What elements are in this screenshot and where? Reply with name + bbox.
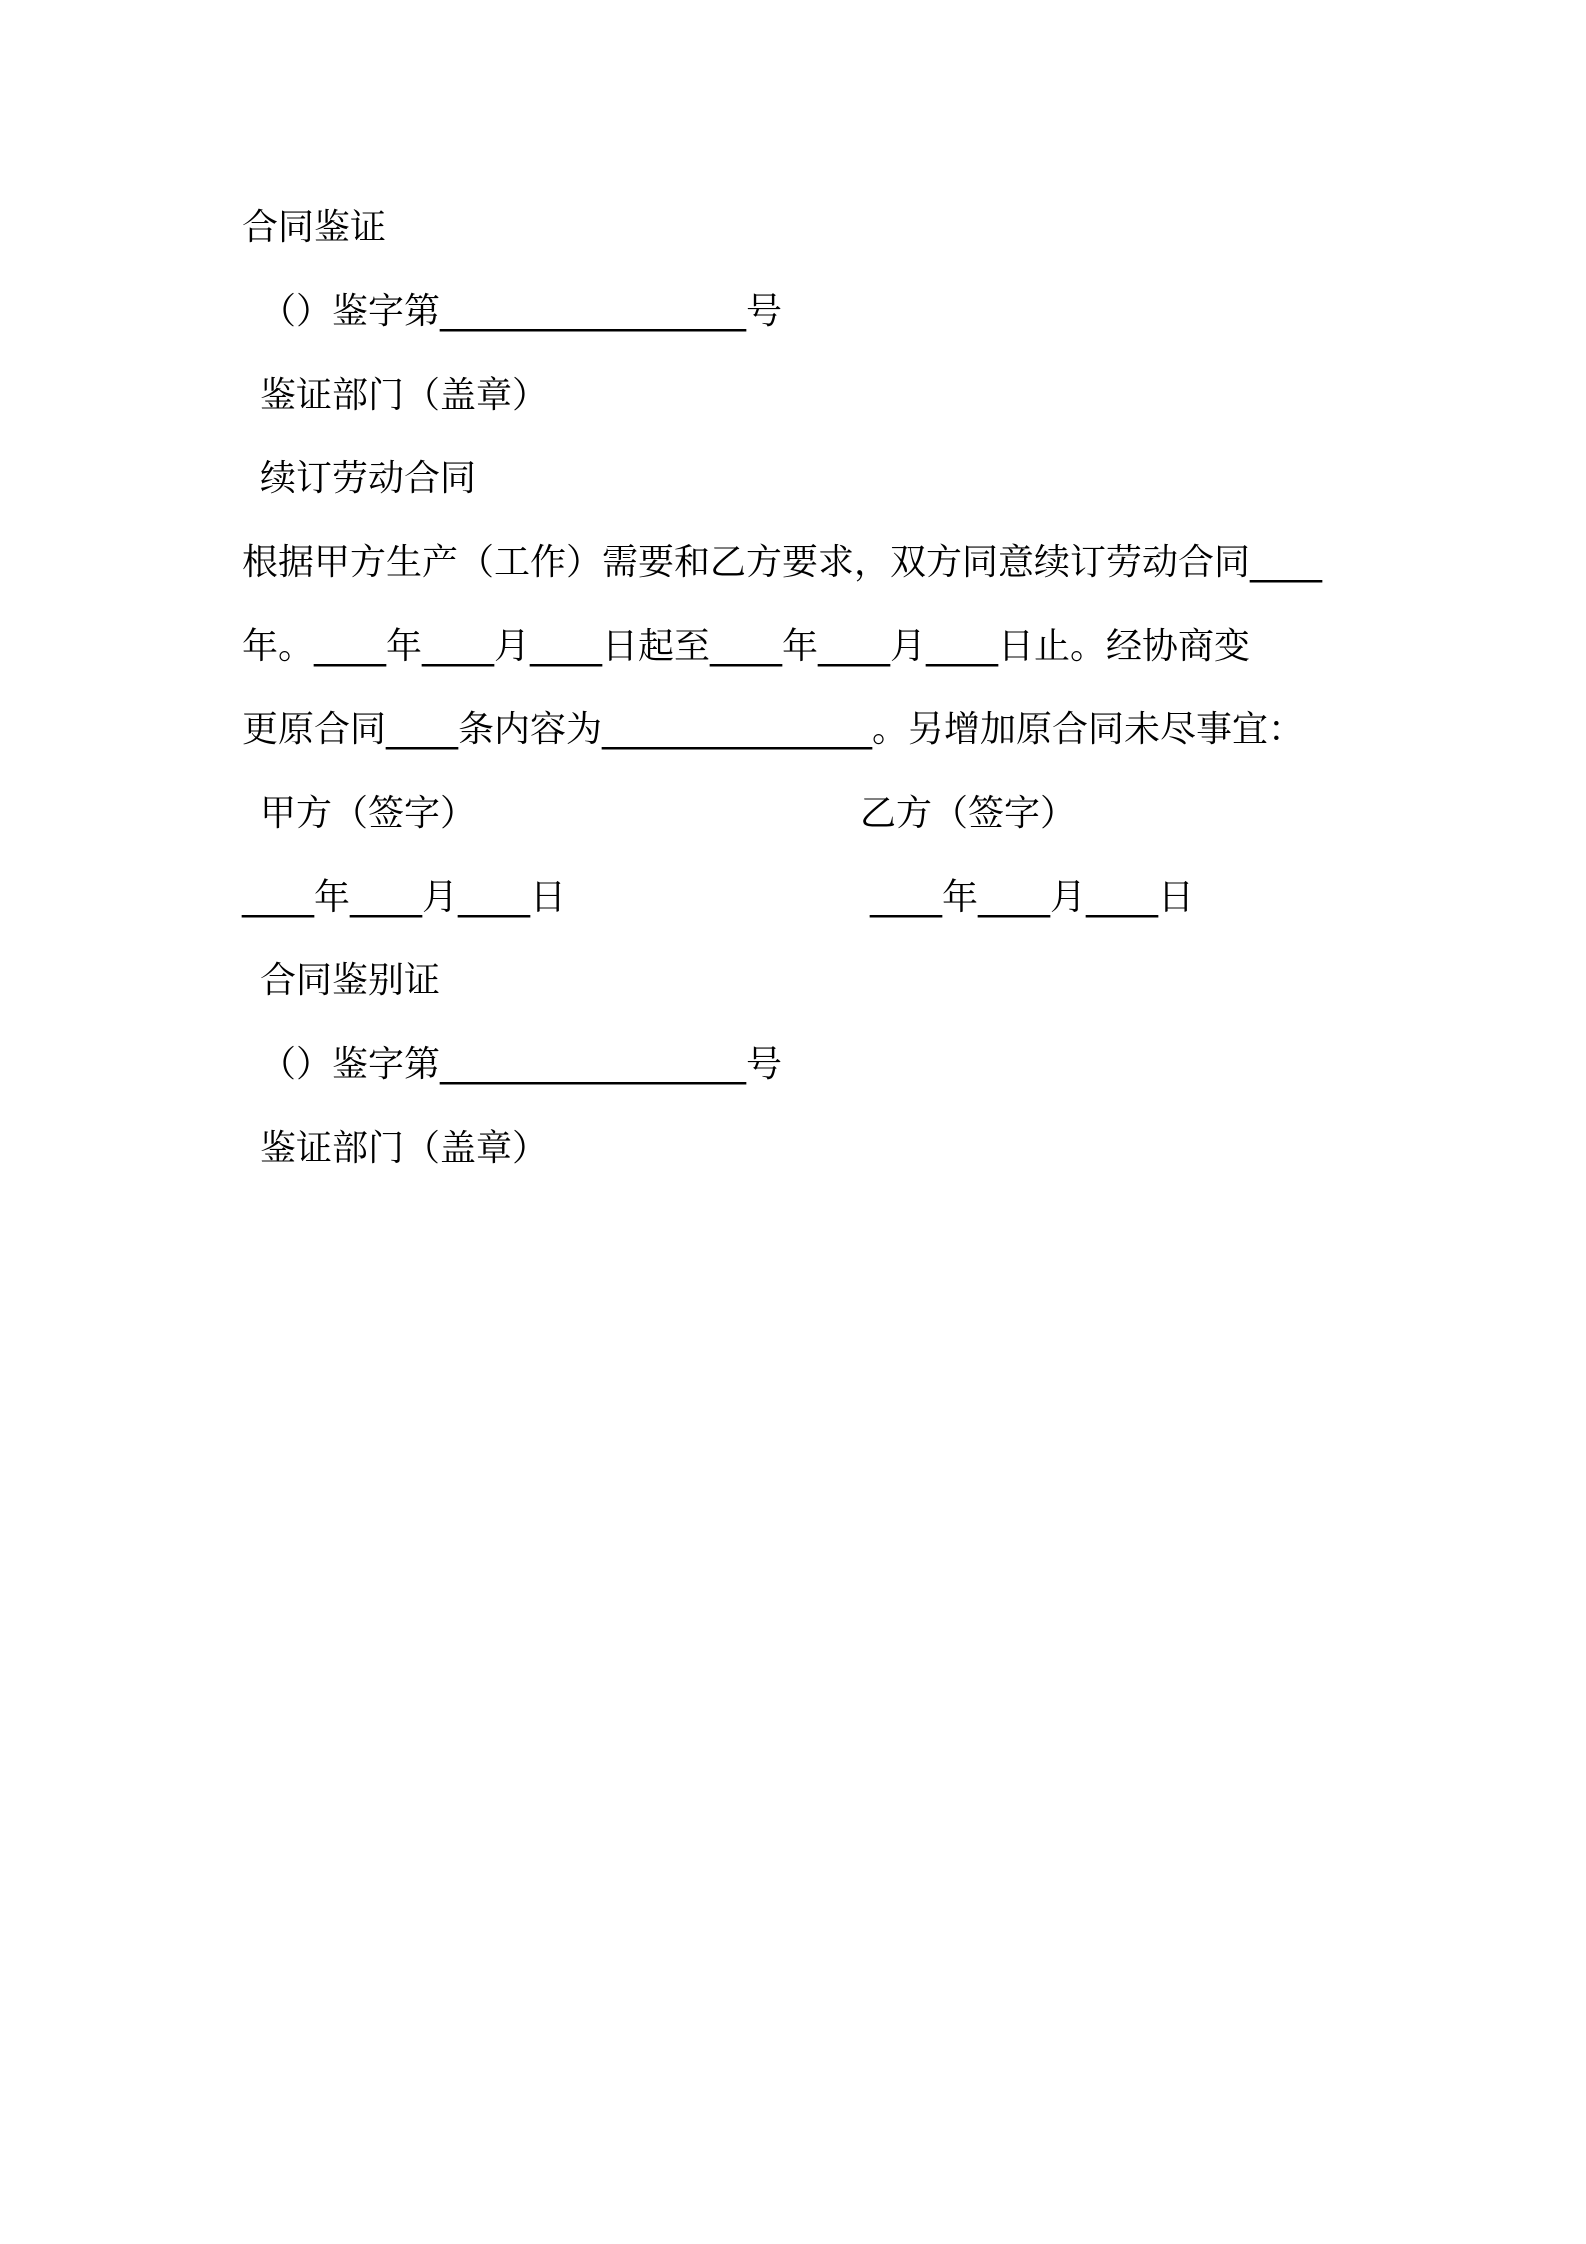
renewal-body-line-2: 年。____年____月____日起至____年____月____日止。经协商变 bbox=[242, 626, 1251, 667]
party-b-date-line: ____年____月____日 bbox=[870, 877, 1195, 918]
verification-reference-line: （）鉴字第_________________号 bbox=[260, 291, 783, 332]
party-a-signature-label: 甲方（签字） bbox=[260, 793, 477, 834]
party-b-signature-label: 乙方（签字） bbox=[860, 793, 1077, 834]
verification-department-line: 鉴证部门（盖章） bbox=[260, 375, 549, 416]
renewal-body-line-1: 根据甲方生产（工作）需要和乙方要求，双方同意续订劳动合同____ bbox=[242, 542, 1323, 583]
renewal-body-line-3: 更原合同____条内容为_______________。另增加原合同未尽事宜： bbox=[242, 709, 1305, 750]
contract-identification-title: 合同鉴别证 bbox=[260, 960, 441, 1001]
identification-department-line: 鉴证部门（盖章） bbox=[260, 1128, 549, 1169]
identification-reference-line: （）鉴字第_________________号 bbox=[260, 1044, 783, 1085]
contract-verification-title: 合同鉴证 bbox=[242, 207, 387, 248]
party-a-date-line: ____年____月____日 bbox=[242, 877, 567, 918]
renewal-title: 续订劳动合同 bbox=[260, 458, 477, 499]
